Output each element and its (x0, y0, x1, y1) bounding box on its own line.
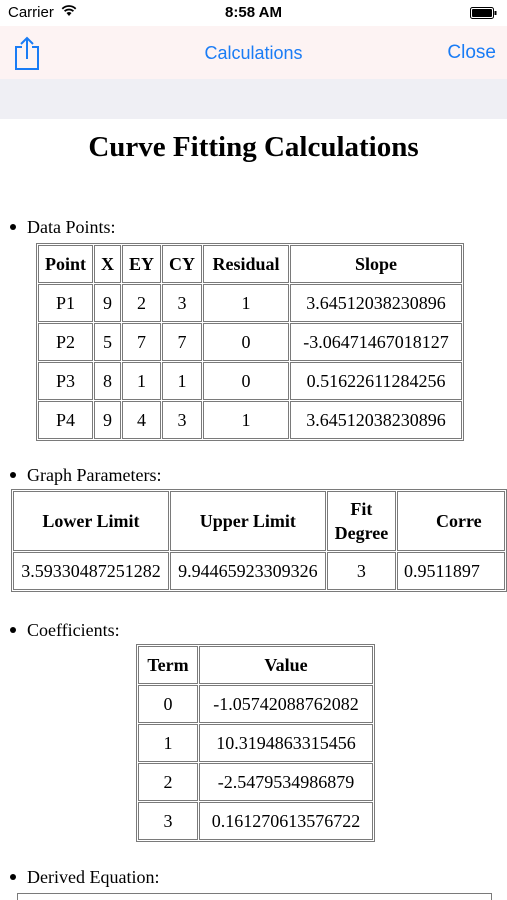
table-cell: P1 (38, 284, 93, 322)
table-row (38, 362, 462, 400)
table-cell: 4 (122, 401, 161, 439)
table-header (327, 491, 396, 551)
derived-equation-box (17, 893, 492, 900)
table-header: CY (162, 245, 202, 283)
table-cell: P4 (38, 401, 93, 439)
table-row (138, 763, 373, 801)
nav-title: Calculations (204, 43, 303, 63)
table-header: Point (38, 245, 93, 283)
table-cell: 0.9511897 (397, 552, 505, 590)
clock: 8:58 AM (225, 4, 282, 21)
table-cell: 7 (122, 323, 161, 361)
table-cell: 2 (138, 763, 198, 801)
table-cell: 1 (122, 362, 161, 400)
table-header: Residual (203, 245, 289, 283)
report-content (0, 119, 507, 900)
table-row (138, 802, 373, 840)
table-cell: 8 (94, 362, 121, 400)
table-cell: -1.05742088762082 (199, 685, 373, 723)
derived-equation-heading (10, 867, 159, 888)
table-header-row (138, 646, 373, 684)
table-cell: 0.161270613576722 (199, 802, 373, 840)
table-header: EY (122, 245, 161, 283)
table-cell: 7 (162, 323, 202, 361)
table-header: Term (138, 646, 198, 684)
table-cell: 3 (138, 802, 198, 840)
table-cell: 1 (203, 401, 289, 439)
table-header: Lower Limit (13, 491, 169, 551)
table-cell: 3 (162, 284, 202, 322)
carrier-label: Carrier (8, 4, 54, 21)
table-cell: 5 (94, 323, 121, 361)
table-row (13, 552, 505, 590)
table-header: Corre (397, 491, 505, 551)
graph-parameters-label: Graph Parameters: (27, 465, 162, 485)
table-cell: P3 (38, 362, 93, 400)
table-cell: 9.94465923309326 (170, 552, 326, 590)
bullet (10, 224, 16, 230)
page-title: Curve Fitting Calculations (88, 131, 419, 163)
coefficients-table (136, 644, 375, 842)
graph-parameters-heading (10, 465, 161, 486)
table-cell: 1 (138, 724, 198, 762)
table-header: Slope (290, 245, 462, 283)
table-cell: 1 (203, 284, 289, 322)
table-cell: P2 (38, 323, 93, 361)
table-row (38, 401, 462, 439)
table-cell: 3 (162, 401, 202, 439)
table-cell: 3.59330487251282 (13, 552, 169, 590)
data-points-label: Data Points: (27, 217, 116, 237)
toolbar-strip (0, 79, 507, 119)
table-cell: 3.64512038230896 (290, 401, 462, 439)
battery-icon (470, 7, 497, 19)
table-row (138, 685, 373, 723)
table-cell: 0 (203, 323, 289, 361)
table-cell: 9 (94, 284, 121, 322)
table-row (38, 284, 462, 322)
fit-label: Fit (350, 499, 373, 519)
bullet (10, 472, 16, 478)
bullet (10, 874, 16, 880)
table-cell: 1 (162, 362, 202, 400)
table-row (38, 323, 462, 361)
table-cell: 0 (203, 362, 289, 400)
degree-label: Degree (334, 523, 389, 543)
table-header: Value (199, 646, 373, 684)
table-cell: 2 (122, 284, 161, 322)
graph-parameters-table (11, 489, 507, 592)
table-cell: 3 (327, 552, 396, 590)
table-header: Upper Limit (170, 491, 326, 551)
table-cell: -3.06471467018127 (290, 323, 462, 361)
table-header-row (13, 491, 505, 551)
close-button[interactable]: Close (447, 42, 496, 63)
table-cell: 9 (94, 401, 121, 439)
table-header-row (38, 245, 462, 283)
table-cell: 0 (138, 685, 198, 723)
table-cell: -2.5479534986879 (199, 763, 373, 801)
status-bar (0, 0, 507, 26)
table-cell: 3.64512038230896 (290, 284, 462, 322)
table-row (138, 724, 373, 762)
bullet (10, 627, 16, 633)
coefficients-label: Coefficients: (27, 620, 120, 640)
table-header: X (94, 245, 121, 283)
data-points-heading (10, 217, 116, 238)
table-cell: 10.3194863315456 (199, 724, 373, 762)
derived-equation-label: Derived Equation: (27, 867, 160, 887)
table-cell: 0.51622611284256 (290, 362, 462, 400)
data-points-table (36, 243, 464, 441)
navigation-bar (0, 26, 507, 79)
coefficients-heading (10, 620, 120, 641)
